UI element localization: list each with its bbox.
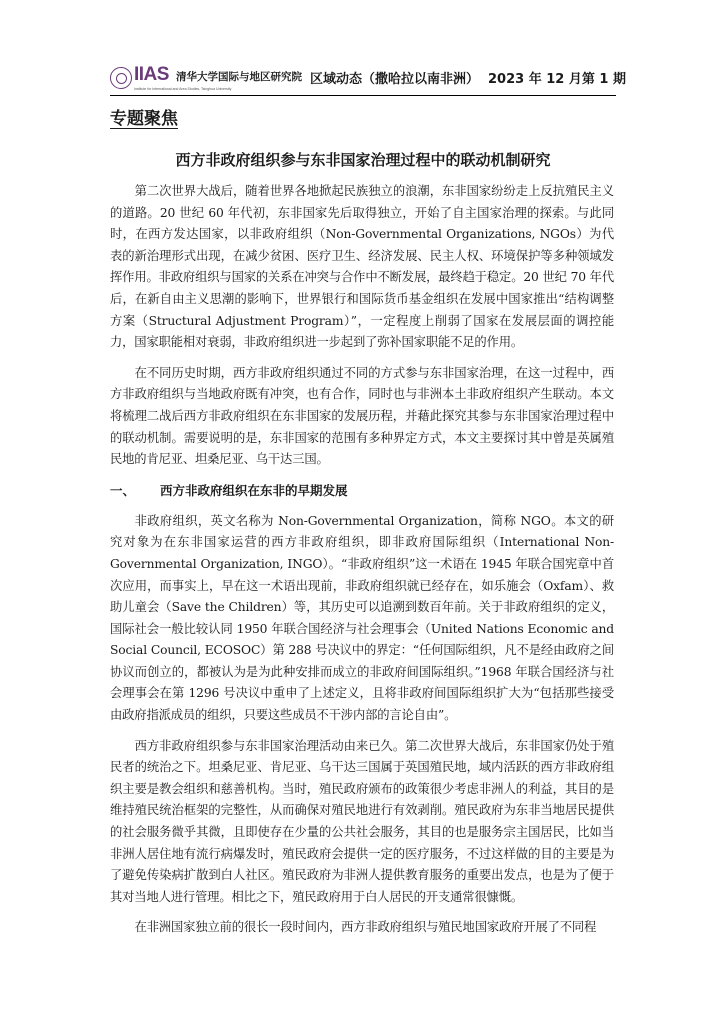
article-title: 西方非政府组织参与东非国家治理过程中的联动机制研究 — [175, 151, 551, 169]
page-header — [110, 62, 626, 94]
logo-name: 清华大学国际与地区研究院 — [176, 71, 302, 83]
heading-text: 西方非政府组织在东非的早期发展 — [160, 482, 348, 498]
logo-mark: IIAS — [134, 64, 169, 85]
logo-subtitle: Institute for International and Area Studies, Tsinghua University — [134, 87, 232, 91]
paragraph: 在不同历史时期，西方非政府组织通过不同的方式参与东非国家治理，在这一过程中，西方非政府组织与当地政府既有冲突，也有合作，同时也与非洲本土非政府组织产生联动。本文将梳理二战后西方非政府组织在东非国家的发展历程，并藉此探究其参与东非国家治理过程中的联动机制。需要说明的是，东非国家的范围有多种界定方式，本文主要探讨其中曾是英属殖民地的肯尼亚、坦桑尼亚、乌干达三国。 — [110, 365, 614, 467]
paragraph: 非政府组织，英文名称为 Non-Governmental Organization，简称 NGO。本文的研究对象为在东非国家运营的西方非政府组织，即非政府国际组织（International Non-Governmental Organization, INGO）。“非政府组织”这一术语在 1945 年联合国宪章中首次应用，而事实上，早在这一术语出现前，非政府组织就已经存在，如乐施会（Oxfam）、救助儿童会（Save the Children）等，其历史可以追溯到数百年前。关于非政府组织的定义，国际社会一般比较认同 1950 年联合国经济与社会理事会（United Nations Economic and Social Council, ECOSOC）第 288 号决议中的界定：“任何国际组织，凡不是经由政府之间协议而创立的，都被认为是为此种安排而成立的非政府间国际组织。”1968 年联合国经济与社会理事会在第 1296 号决议中重申了上述定义，且将非政府间国际组织扩大为“包括那些接受由政府指派成员的组织，只要这些成员不干涉内部的言论自由”。 — [110, 513, 614, 723]
section-title: 专题聚焦 — [110, 109, 178, 129]
paragraph: 在非洲国家独立前的很长一段时间内，西方非政府组织与殖民地国家政府开展了不同程 — [134, 920, 597, 935]
institute-logo — [110, 64, 302, 92]
header-rule — [110, 95, 616, 96]
heading-1 — [110, 480, 614, 502]
university-seal-icon — [110, 67, 132, 89]
heading-number: 一、 — [110, 482, 136, 498]
article-body — [110, 181, 614, 948]
paragraph: 第二次世界大战后，随着世界各地掀起民族独立的浪潮，东非国家纷纷走上反抗殖民主义的道路。20 世纪 60 年代初，东非国家先后取得独立，开始了自主国家治理的探索。与此同时，在西方发达国家，以非政府组织（Non-Governmental Organizations, NGOs）为代表的新治理形式出现，在减少贫困、医疗卫生、经济发展、民主人权、环境保护等多种领域发挥作用。非政府组织与国家的关系在冲突与合作中不断发展，最终趋于稳定。20 世纪 70 年代后，在新自由主义思潮的影响下，世界银行和国际货币基金组织在发展中国家推出“结构调整方案（Structural Adjustment Program）”，一定程度上削弱了国家在发展层面的调控能力，国家职能相对衰弱，非政府组织进一步起到了弥补国家职能不足的作用。 — [110, 184, 614, 350]
paragraph: 西方非政府组织参与东非国家治理活动由来已久。第二次世界大战后，东非国家仍处于殖民者的统治之下。坦桑尼亚、肯尼亚、乌干达三国属于英国殖民地，域内活跃的西方非政府组织主要是教会组织和慈善机构。当时，殖民政府颁布的政策很少考虑非洲人的利益，其目的是维持殖民统治框架的完整性，从而确保对殖民地进行有效剥削。殖民政府为东非当地居民提供的社会服务微乎其微，且即使存在少量的公共社会服务，其目的也是服务宗主国居民，比如当非洲人居住地有流行病爆发时，殖民政府会提供一定的医疗服务，不过这样做的目的主要是为了避免传染病扩散到白人社区。殖民政府为非洲人提供教育服务的重要出发点，也是为了便于其对当地人进行管理。相比之下，殖民政府用于白人居民的开支通常很慷慨。 — [110, 738, 614, 904]
header-issue: 2023 年 12 月第 1 期 — [488, 72, 626, 87]
header-section: 区域动态（撒哈拉以南非洲） — [310, 72, 480, 87]
